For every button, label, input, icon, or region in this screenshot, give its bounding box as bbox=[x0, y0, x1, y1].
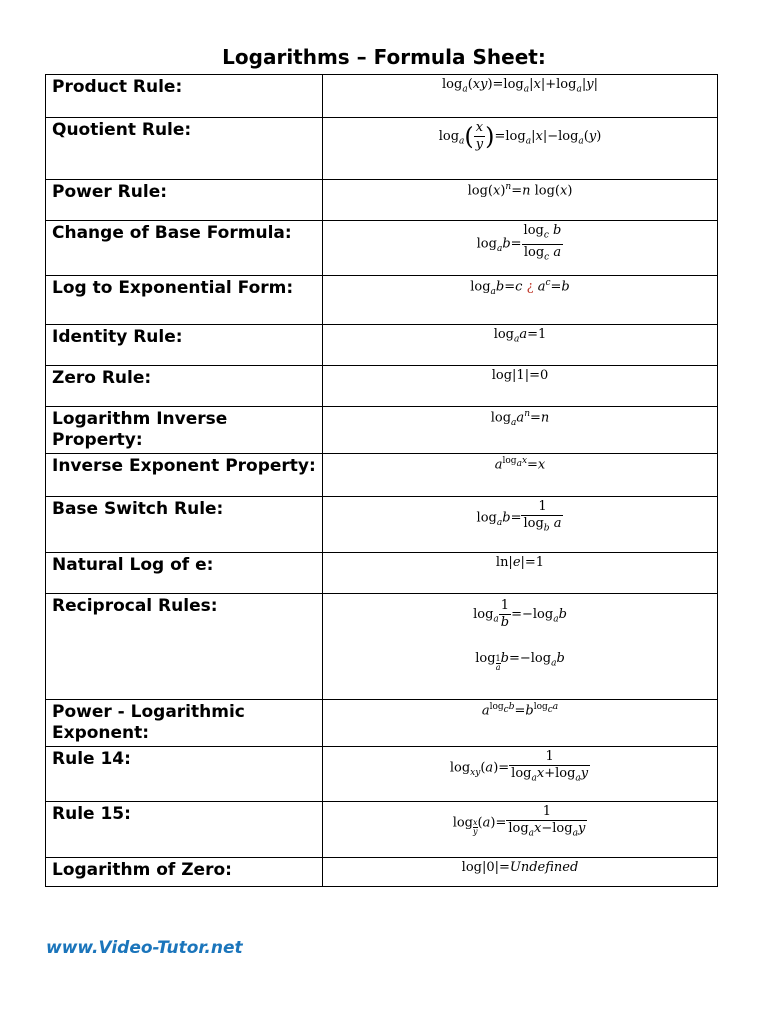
table-row bbox=[46, 221, 718, 276]
formula-cell: $a^{log_ax}=x$ bbox=[323, 454, 718, 497]
rule-label: Rule 14: bbox=[46, 747, 323, 802]
formula-cell: log $\frac{x}{y}$ (a)= $\frac{1}{\log_ax-\log_ay}$ bbox=[323, 802, 718, 858]
rule-label: Quotient Rule: bbox=[46, 118, 323, 180]
rule-label: Natural Log of e: bbox=[46, 553, 323, 594]
table-row bbox=[46, 407, 718, 454]
rule-label: Power Rule: bbox=[46, 180, 323, 221]
formula-cell: $\log_ab=$ $\frac{\log_c b}{\log_c a}$ bbox=[323, 221, 718, 276]
formula-cell: $a^{log_cb}=b^{log_ca}$ bbox=[323, 700, 718, 747]
formula-cell: $\log_a(xy)=\log_a|x|+\log_a|y|$ bbox=[323, 75, 718, 118]
formula-cell: $\log_a$( $\frac{x}{y}$ )$=\log_a|x|-\log_a(y)$ bbox=[323, 118, 718, 180]
rule-label: Reciprocal Rules: bbox=[46, 594, 323, 700]
rule-label: Logarithm Inverse Property: bbox=[46, 407, 323, 454]
formula-table bbox=[45, 74, 718, 887]
table-row bbox=[46, 325, 718, 366]
rule-label: Base Switch Rule: bbox=[46, 497, 323, 553]
footer-link[interactable]: www.Video-Tutor.net bbox=[46, 938, 243, 958]
table-row bbox=[46, 75, 718, 118]
table-row bbox=[46, 454, 718, 497]
formula-cell: $\log_a$ $\frac{1}{b}$ $=-\log_ab$ log $\frac{1}{a}$ $b=-\log_ab$ bbox=[323, 594, 718, 700]
table-row bbox=[46, 118, 718, 180]
formula-cell: ln|e|=1 bbox=[323, 553, 718, 594]
table-row bbox=[46, 858, 718, 887]
rule-label: Change of Base Formula: bbox=[46, 221, 323, 276]
formula-cell: $\log_ab=$ $\frac{1}{\log_b a}$ bbox=[323, 497, 718, 553]
formula-cell: log|1|=0 bbox=[323, 366, 718, 407]
formula-cell: $\log_aa^n=n$ bbox=[323, 407, 718, 454]
formula-cell: log|0|=Undefined bbox=[323, 858, 718, 887]
table-row bbox=[46, 366, 718, 407]
rule-label: Zero Rule: bbox=[46, 366, 323, 407]
rule-label: Inverse Exponent Property: bbox=[46, 454, 323, 497]
rule-label: Power - Logarithmic Exponent: bbox=[46, 700, 323, 747]
table-row bbox=[46, 180, 718, 221]
table-row bbox=[46, 276, 718, 325]
table-row bbox=[46, 802, 718, 858]
table-row bbox=[46, 747, 718, 802]
rule-label: Log to Exponential Form: bbox=[46, 276, 323, 325]
table-row bbox=[46, 594, 718, 700]
formula-cell: $\log_aa=1$ bbox=[323, 325, 718, 366]
page-title: Logarithms – Formula Sheet: bbox=[222, 45, 546, 69]
table-row bbox=[46, 553, 718, 594]
table-row bbox=[46, 497, 718, 553]
rule-label: Product Rule: bbox=[46, 75, 323, 118]
rule-label: Logarithm of Zero: bbox=[46, 858, 323, 887]
formula-cell: $\log_ab=c$ ¿ $a^c=b$ bbox=[323, 276, 718, 325]
rule-label: Rule 15: bbox=[46, 802, 323, 858]
formula-cell: $\log_{xy}(a)=$ $\frac{1}{\log_ax+\log_ay}$ bbox=[323, 747, 718, 802]
rule-label: Identity Rule: bbox=[46, 325, 323, 366]
formula-cell: $\log(x)^n=n$ log(x) bbox=[323, 180, 718, 221]
table-row bbox=[46, 700, 718, 747]
